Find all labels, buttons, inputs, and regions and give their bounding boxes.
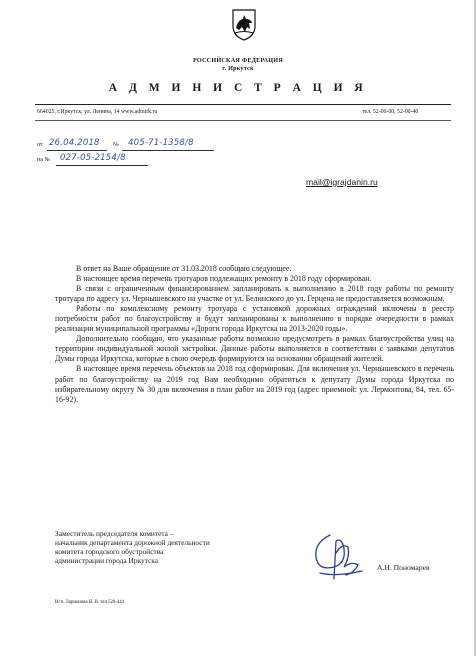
header-divider-bottom bbox=[35, 120, 451, 121]
executor-info: Исп. Ларионова Н. В. тел.520-444 bbox=[55, 600, 125, 605]
recipient-email: mail@igrajdanin.ru bbox=[306, 177, 378, 187]
header-city: г. Иркутск bbox=[222, 65, 254, 72]
position-line: комитета городского обустройства bbox=[55, 547, 164, 556]
signatory-position bbox=[55, 529, 210, 565]
handwritten-signature bbox=[300, 527, 374, 587]
header-phone: тел. 52-00-00, 52-00-40 bbox=[362, 109, 419, 115]
irkutsk-coat-of-arms-icon bbox=[230, 8, 258, 42]
letter-body bbox=[55, 264, 454, 405]
body-paragraph: В связи с ограниченным финансированием запланировать к выполнению в 2018 году работы по ремонту тротуара по адресу ул. Чернышевского на участке от ул. Белинского до ул. Герцена не предоставляется возможным. bbox=[55, 284, 454, 304]
reference-prefix: на № bbox=[37, 157, 51, 163]
body-paragraph: Дополнительно сообщаю, что указанные работы возможно предусмотреть в рамках благоустройства улиц на территории индивидуальной жилой застройки. Данные работы выполняется в соответствии с заявками депутатов Думы города Иркутска, которые в свою очередь формируются на основании обращений жителей. bbox=[55, 334, 454, 364]
body-paragraph: В настоящее время перечень тротуаров подлежащих ремонту в 2018 году сформирован. bbox=[76, 274, 372, 284]
header-title: А Д М И Н И С Т Р А Ц И Я bbox=[108, 82, 368, 94]
header-federation: РОССИЙСКАЯ ФЕДЕРАЦИЯ bbox=[192, 57, 283, 64]
position-line: администрации города Иркутска bbox=[55, 556, 159, 565]
body-paragraph: В настоящее время перечень объектов на 2018 год сформирован. Для включения ул. Чернышевского в перечень работ по благоустройству на 2019 год Вам необходимо обратиться к депутату Думы города Иркутска по избирательному округу № 30 для включения в план работ на 2019 год (адрес приемной: ул. Лермонтова, 84, тел. 65-16-92). bbox=[55, 364, 454, 404]
date-underline bbox=[47, 150, 107, 151]
number-prefix: № bbox=[113, 142, 119, 148]
reference-handwritten: 027-05-2154/8 bbox=[60, 153, 126, 163]
number-handwritten: 405-71-1358/8 bbox=[128, 138, 194, 148]
date-prefix: от bbox=[37, 142, 43, 148]
position-line: начальник департамента дорожной деятельности bbox=[55, 538, 210, 547]
header-address: 664025, г.Иркутск, ул. Ленина, 14 www.admirk.ru bbox=[37, 109, 158, 115]
header-divider bbox=[35, 104, 451, 105]
number-underline bbox=[122, 150, 214, 151]
reference-underline bbox=[56, 165, 148, 166]
signer-name: А.Н. Пономарев bbox=[377, 563, 430, 572]
body-paragraph: Работы по комплексному ремонту тротуара с установкой дорожных ограждений включены в реестр потребности работ по благоустройству и будут запланированы к выполнению в порядке очередности в рамках реализации муниципальной программы «Дороги города Иркутска на 2013-2020 годы». bbox=[55, 304, 454, 334]
date-handwritten: 26.04.2018 bbox=[49, 138, 100, 148]
position-line: Заместитель председателя комитета – bbox=[55, 529, 174, 538]
body-paragraph: В ответ на Ваше обращение от 31.03.2018 сообщаю следующее. bbox=[76, 264, 292, 273]
